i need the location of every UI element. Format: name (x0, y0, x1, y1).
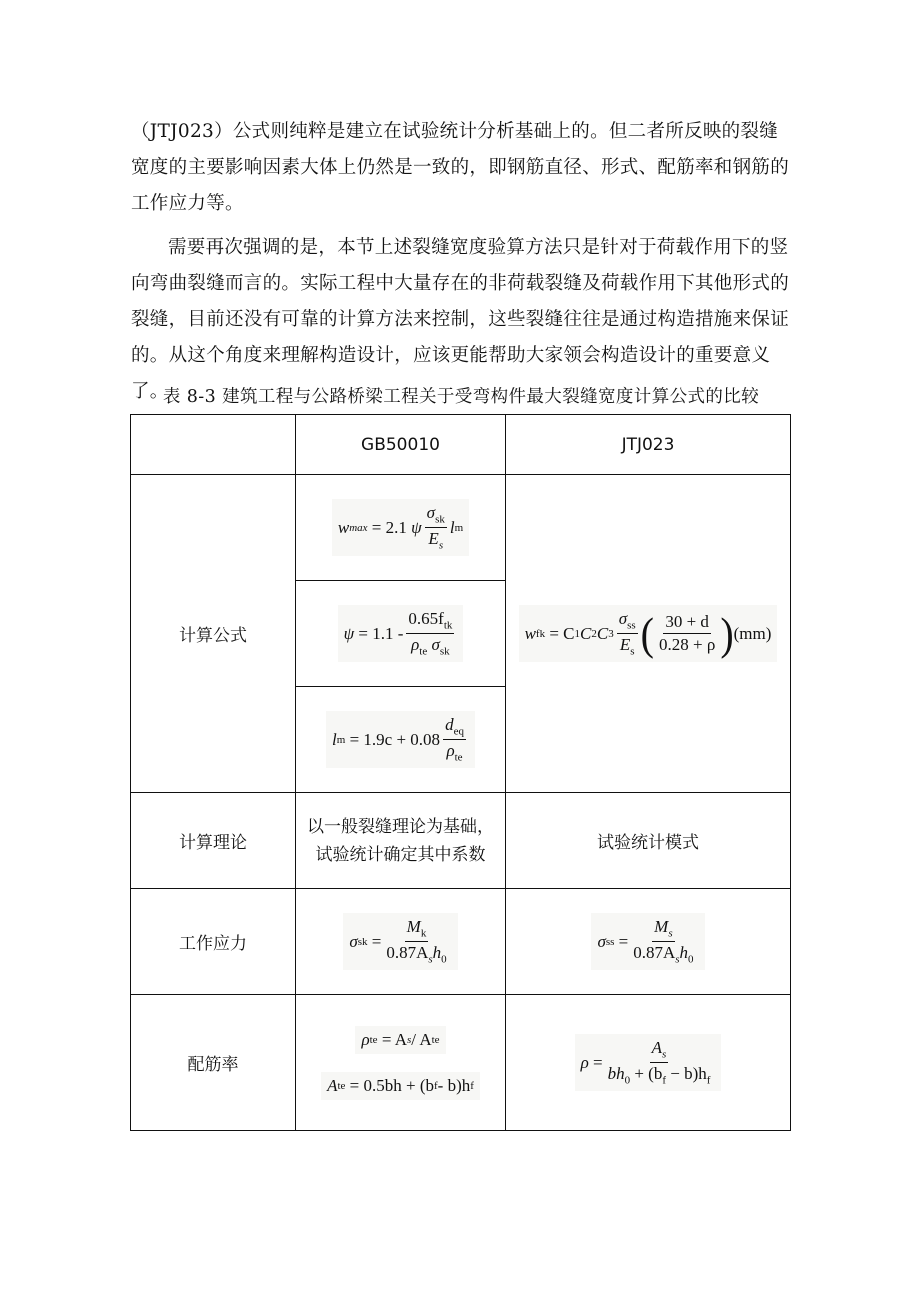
header-empty (131, 415, 296, 475)
gb-stress-cell (296, 889, 506, 995)
jtj-formula-cell (506, 475, 791, 793)
paragraph-2: 需要再次强调的是，本节上述裂缝宽度验算方法只是针对于荷载作用下的竖向弯曲裂缝而言的。实际工程中大量存在的非荷载裂缝及荷载作用下其他形式的裂缝，目前还没有可靠的计算方法来控制，这些裂缝往往是通过构造措施来保证的。从这个角度来理解构造设计，应该更能帮助大家领会构造设计的重要意义了。 (131, 237, 790, 402)
table-row-stress (131, 889, 791, 995)
row-label-stress: 工作应力 (131, 889, 296, 995)
gb-formula-wmax-cell (296, 475, 506, 581)
jtj-formula-rho: ρ = $\frac{A_s}{bh_0 + (b_f - b)h_f}$ (575, 1034, 722, 1091)
table-row-formula-1 (131, 475, 791, 581)
row-label-theory: 计算理论 (131, 793, 296, 889)
gb-formula-lm-cell (296, 687, 506, 793)
gb-formula-lm: l m = 1.9c + 0.08 $\frac{d_{eq}}{\rho_{te}}$ (326, 711, 475, 768)
jtj-theory-cell: 试验统计模式 (506, 793, 791, 889)
gb-theory-cell (296, 793, 506, 889)
gb-ratio-cell (296, 995, 506, 1131)
jtj-ratio-cell (506, 995, 791, 1131)
table-header-row (131, 415, 791, 475)
header-gb50010: GB50010 (296, 415, 506, 475)
jtj-formula-wfk: w fk = C 1 C 2 C 3 $\frac{\sigma_{ss}}{E_s}$ ( $\frac{30 + d}{0.28 + \rho}$ ) (mm) (519, 605, 778, 662)
jtj-stress-cell (506, 889, 791, 995)
row-label-formula: 计算公式 (131, 475, 296, 793)
jtj-formula-sigma-ss: σ ss = $\frac{M_s}{0.87A_sh_0}$ (591, 913, 704, 970)
header-jtj023: JTJ023 (506, 415, 791, 475)
row-label-ratio: 配筋率 (131, 995, 296, 1131)
gb-formula-rho-te: ρ te = A s / A te (355, 1026, 445, 1054)
table-row-theory (131, 793, 791, 889)
gb-formula-sigma-sk: σ sk = $\frac{M_k}{0.87A_sh_0}$ (343, 913, 457, 970)
paragraph-1: （JTJ023）公式则纯粹是建立在试验统计分析基础上的。但二者所反映的裂缝宽度的主要影响因素大体上仍然是一致的，即钢筋直径、形式、配筋率和钢筋的工作应力等。 (131, 121, 790, 214)
gb-formula-wmax: w max = 2.1 ψ $\frac{\sigma_{sk}}{E_s}$ l m (332, 499, 469, 556)
table-caption: 表 8-3 建筑工程与公路桥梁工程关于受弯构件最大裂缝宽度计算公式的比较 (162, 387, 760, 407)
gb-theory-line-1: 以一般裂缝理论为基础， (307, 816, 494, 837)
gb-formula-psi-cell (296, 581, 506, 687)
gb-theory-line-2: 试验统计确定其中系数 (315, 844, 486, 865)
comparison-table (130, 414, 791, 1131)
table-row-ratio (131, 995, 791, 1131)
gb-formula-psi: ψ = 1.1 - $\frac{0.65f_{tk}}{\rho_{te} \sigma_{sk}}$ (338, 605, 464, 662)
gb-formula-a-te: A te = 0.5bh + (b f - b)h f (321, 1072, 480, 1100)
